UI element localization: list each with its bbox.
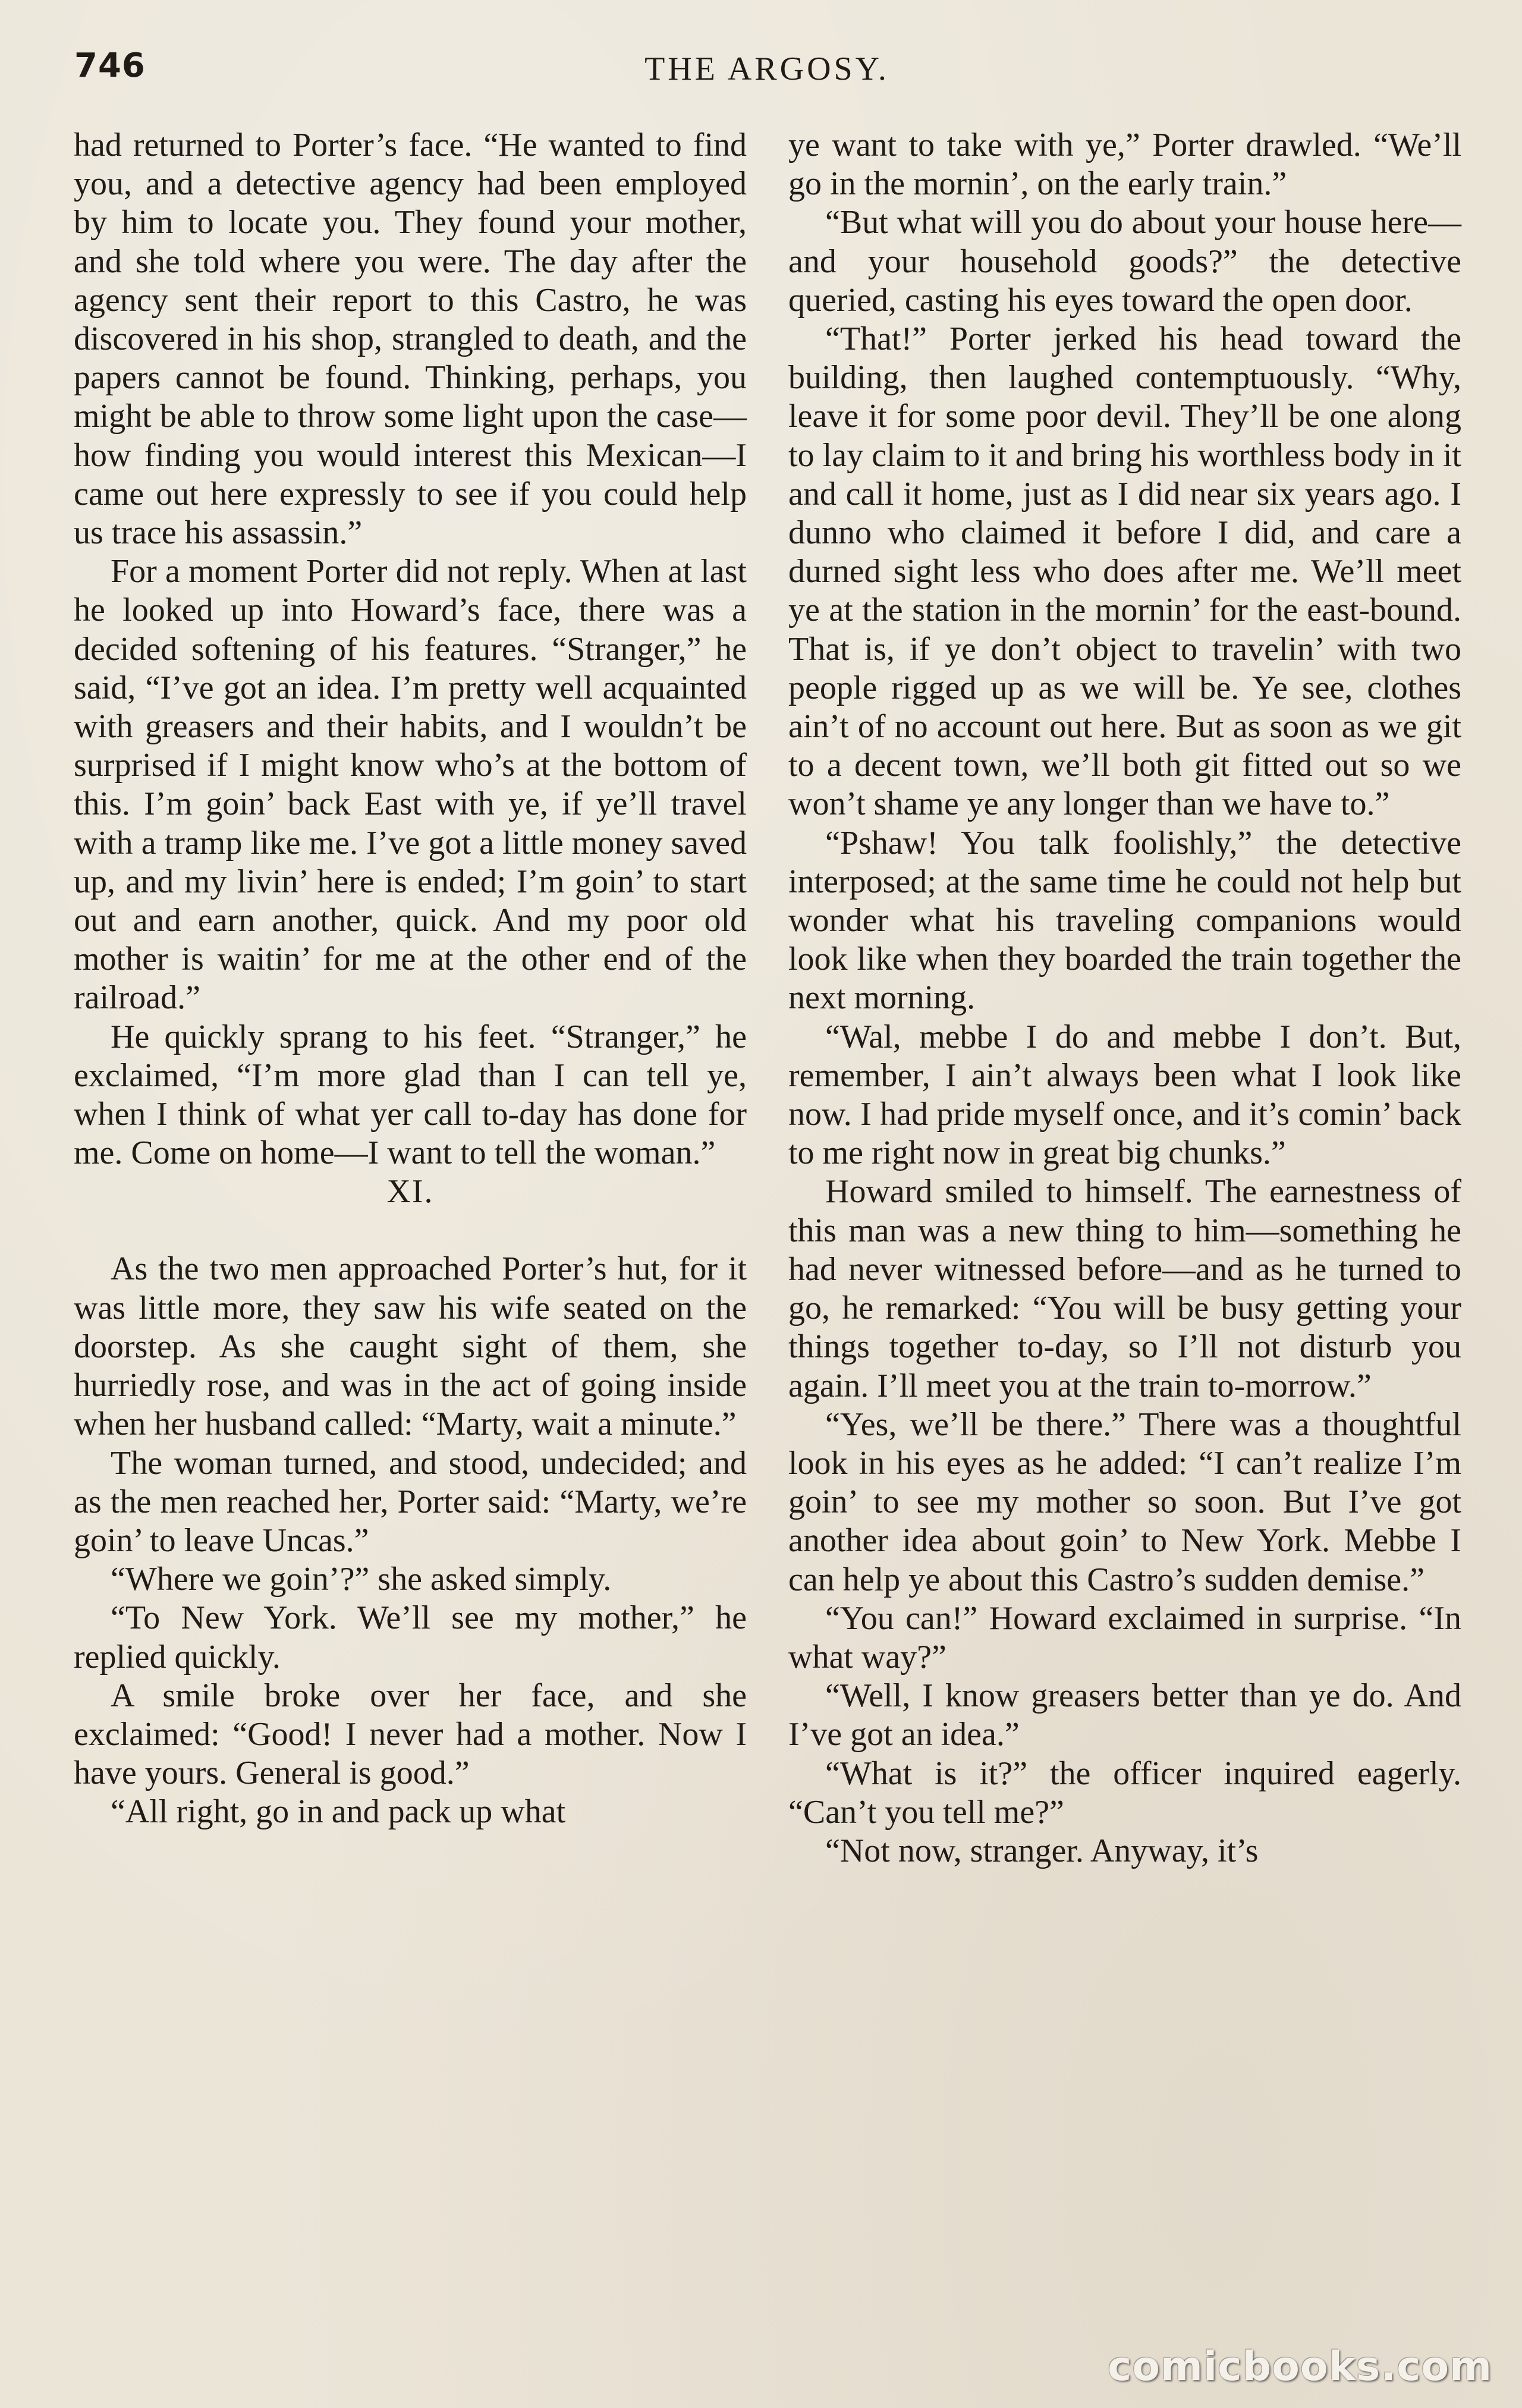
paragraph: “Wal, mebbe I do and mebbe I don’t. But, remember, I ain’t always been what I look like now. I had pride myself once, and it’s comin’ back to me right now in great big chunks.”: [788, 1018, 1461, 1172]
page-number: 746: [74, 46, 146, 85]
paragraph: “Pshaw! You talk foolishly,” the detective interposed; at the same time he could not help but wonder what his traveling companions would look like when they boarded the train together the next morning.: [788, 824, 1461, 1017]
paragraph: had returned to Porter’s face. “He wanted to find you, and a detective agency had been employed by him to locate you. They found your mother, and she told where you were. The day after the agency sent their report to this Castro, he was discovered in his shop, strangled to death, and the papers cannot be found. Thinking, perhaps, you might be able to throw some light upon the case—how finding you would interest this Mexican—I came out here expressly to see if you could help us trace his assassin.”: [74, 127, 747, 552]
paragraph: “What is it?” the officer inquired eagerly. “Can’t you tell me?”: [788, 1755, 1461, 1831]
paragraph: “Well, I know greasers better than ye do. And I’ve got an idea.”: [788, 1677, 1461, 1753]
paragraph: “Yes, we’ll be there.” There was a thoughtful look in his eyes as he added: “I can’t realize I’m goin’ to see my mother so soon. But I’ve got another idea about goin’ to New York. Mebbe I can help ye about this Castro’s sudden demise.”: [788, 1406, 1461, 1598]
paragraph: For a moment Porter did not reply. When at last he looked up into Howard’s face, there was a decided softening of his features. “Stranger,” he said, “I’ve got an idea. I’m pretty well acquainted with greasers and their habits, and I wouldn’t be surprised if I might know who’s at the bottom of this. I’m goin’ back East with ye, if ye’ll travel with a tramp like me. I’ve got a little money saved up, and my livin’ here is ended; I’m goin’ to start out and earn another, quick. And my poor old mother is waitin’ for me at the other end of the railroad.”: [74, 553, 747, 1017]
paragraph: “That!” Porter jerked his head toward the building, then laughed contemptuously. “Why, leave it for some poor devil. They’ll be one along to lay claim to it and bring his worthless body in it and call it home, just as I did near six years ago. I dunno who claimed it before I did, and care a durned sight less who does after me. We’ll meet ye at the station in the mornin’ for the east-bound. That is, if ye don’t object to travelin’ with two people rigged up as we will be. Ye see, clothes ain’t of no account out here. But as soon as we git to a decent town, we’ll both git fitted out so we won’t shame ye any longer than we have to.”: [788, 320, 1461, 823]
running-title: THE ARGOSY.: [644, 51, 889, 87]
watermark-logo: comicbooks.com: [1107, 2343, 1492, 2390]
left-column: [74, 126, 747, 1832]
paragraph: “Not now, stranger. Anyway, it’s: [825, 1832, 1259, 1869]
page-header: [74, 46, 1460, 100]
paragraph: “To New York. We’ll see my mother,” he replied quickly.: [74, 1599, 747, 1675]
right-column: [788, 126, 1461, 1871]
paragraph: “You can!” Howard exclaimed in surprise. “In what way?”: [788, 1599, 1461, 1675]
paragraph: “Where we goin’?” she asked simply.: [111, 1561, 612, 1598]
paragraph: Howard smiled to himself. The earnestness of this man was a new thing to him—something he had never witnessed before—and as he turned to go, he remarked: “You will be busy getting your things together to-day, so I’ll not disturb you again. I’ll meet you at the train to-morrow.”: [788, 1173, 1461, 1404]
paragraph: He quickly sprang to his feet. “Stranger,” he exclaimed, “I’m more glad than I can tell ye, when I think of what yer call to-day has done for me. Come on home—I want to tell the woman.”: [74, 1018, 747, 1172]
paragraph: As the two men approached Porter’s hut, for it was little more, they saw his wife seated on the doorstep. As she caught sight of them, she hurriedly rose, and was in the act of going inside when her husband called: “Marty, wait a minute.”: [74, 1250, 747, 1443]
chapter-heading: XI.: [386, 1173, 434, 1211]
paragraph: “But what will you do about your house here—and your household goods?” the detective queried, casting his eyes toward the open door.: [788, 204, 1461, 319]
paragraph: ye want to take with ye,” Porter drawled. “We’ll go in the mornin’, on the early train.”: [788, 127, 1461, 203]
paragraph: The woman turned, and stood, undecided; and as the men reached her, Porter said: “Marty, we’re goin’ to leave Uncas.”: [74, 1444, 747, 1559]
paragraph: “All right, go in and pack up what: [111, 1793, 566, 1831]
paragraph: A smile broke over her face, and she exclaimed: “Good! I never had a mother. Now I have yours. General is good.”: [74, 1677, 747, 1792]
